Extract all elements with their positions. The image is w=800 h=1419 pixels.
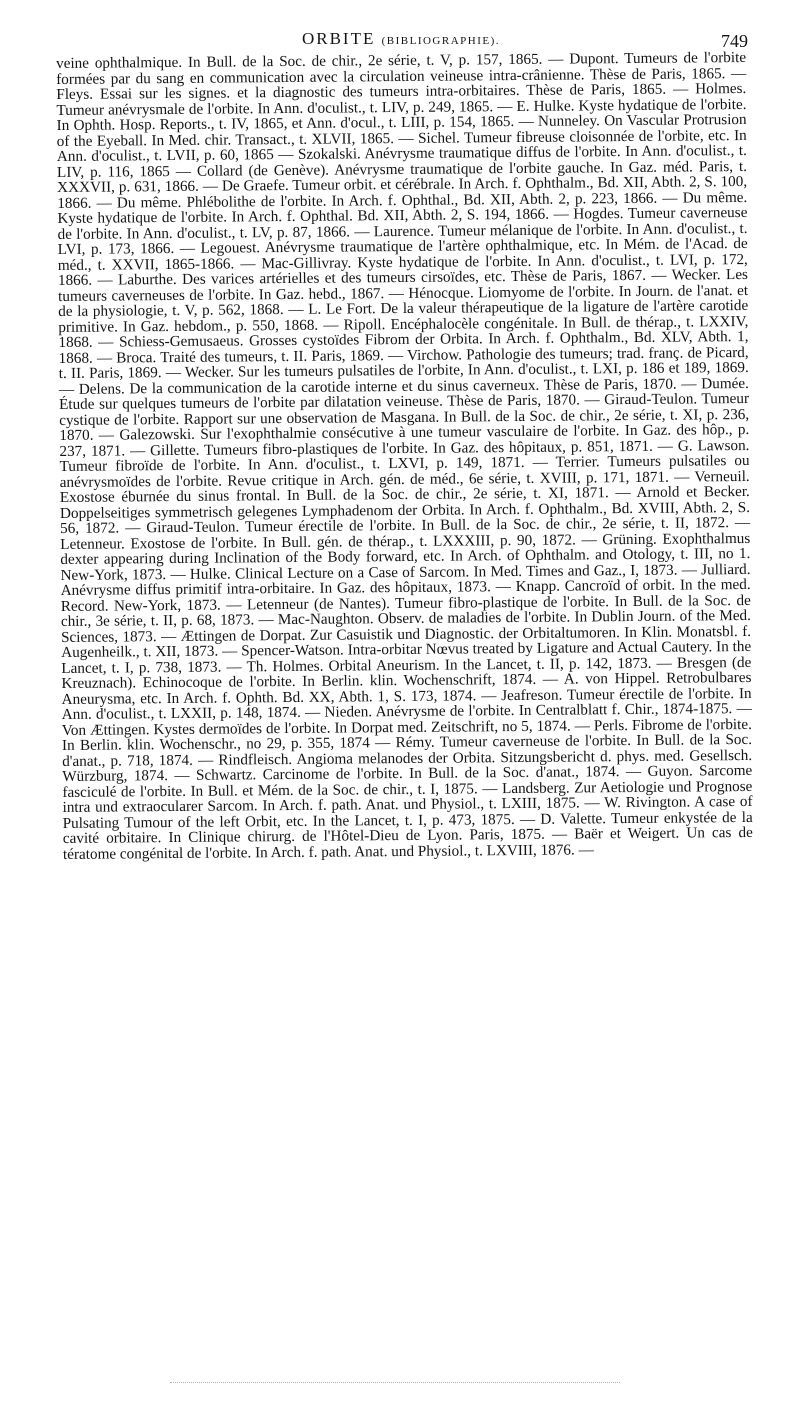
running-title (56, 28, 746, 52)
bottom-rule (170, 1382, 620, 1383)
bibliography-text: veine ophthalmique. In Bull. de la Soc. de chir., 2e série, t. V, p. 157, 1865. — Dupont. Tumeurs de l'orbite formées par du sang en communication avec la circulation veineuse intra-crânienne. Thèse de Paris, 1865. — Fleys. Essai sur les signes. et la diagnostic des tumeurs intra-orbitaires. Thèse de Paris, 1865. — Holmes. Tumeur anévrysmale de l'orbite. In Ann. d'oculist., t. LIV, p. 249, 1865. — E. Hulke. Kyste hydatique de l'orbite. In Ophth. Hosp. Reports., t. IV, 1865, et Ann. d'ocul., t. LIII, p. 154, 1865. — Nunneley. On Vascular Protrusion of the Eyeball. In Med. chir. Transact., t. XLVII, 1865. — Sichel. Tumeur fibreuse cloisonnée de l'orbite, etc. In Ann. d'oculist., t. LVII, p. 60, 1865 — Szokalski. Anévrysme traumatique diffus de l'orbite. In Ann. d'oculist., t. LIV, p. 116, 1865 — Collard (de Genève). Anévrysme traumatique de l'orbite gauche. In Gaz. méd. Paris, t. XXXVII, p. 631, 1866. — De Graefe. Tumeur orbit. et cérébrale. In Arch. f. Ophthalm., Bd. XII, Abth. 2, S. 100, 1866. — Du même. Phlébolithe de l'orbite. In Arch. f. Ophthal., Bd. XII, Abth. 2, p. 223, 1866. — Du même. Kyste hydatique de l'orbite. In Arch. f. Ophthal. Bd. XII, Abth. 2, S. 194, 1866. — Hogdes. Tumeur caverneuse de l'orbite. In Ann. d'oculist., t. LV, p. 87, 1866. — Laurence. Tumeur mélanique de l'orbite. In Ann. d'oculist., t. LVI, p. 173, 1866. — Legouest. Anévrysme traumatique de l'artère ophthalmique, etc. In Mém. de l'Acad. de méd., t. XXVII, 1865-1866. — Mac-Gillivray. Kyste hydatique de l'orbite. In Ann. d'oculist., t. LVI, p. 172, 1866. — Laburthe. Des varices artérielles et des tumeurs cirsoïdes, etc. Thèse de Paris, 1867. — Wecker. Les tumeurs caverneuses de l'orbite. In Gaz. hebd., 1867. — Hénocque. Liomyome de l'orbite. In Journ. de l'anat. et de la physiologie, t. V, p. 562, 1868. — L. Le Fort. De la valeur thérapeutique de la ligature de l'artère carotide primitive. In Gaz. hebdom., p. 550, 1868. — Ripoll. Encéphalocèle congénitale. In Bull. de thérap., t. LXXIV, 1868. — Schiess-Gemusaeus. Grosses cystoïdes Fibrom der Orbita. In Arch. f. Ophthalm., Bd. XLV, Abth. 1, 1868. — Broca. Traité des tumeurs, t. II. Paris, 1869. — Virchow. Pathologie des tumeurs; trad. franç. de Picard, t. II. Paris, 1869. — Wecker. Sur les tumeurs pulsatiles de l'orbite, In Ann. d'oculist., t. LXI, p. 186 et 189, 1869. — Delens. De la communication de la carotide interne et du sinus caverneux. Thèse de Paris, 1870. — Dumée. Étude sur quelques tumeurs de l'orbite par dilatation veineuse. Thèse de Paris, 1870. — Giraud-Teulon. Tumeur cystique de l'orbite. Rapport sur une observation de Masgana. In Bull. de la Soc. de chir., 2e série, t. XI, p. 236, 1870. — Galezowski. Sur l'exophthalmie consécutive à une tumeur vasculaire de l'orbite. In Gaz. des hôp., p. 237, 1871. — Gillette. Tumeurs fibro-plastiques de l'orbite. In Gaz. des hôpitaux, p. 851, 1871. — G. Lawson. Tumeur fibroïde de l'orbite. In Ann. d'oculist., t. LXVI, p. 149, 1871. — Terrier. Tumeurs pulsatiles ou anévrysmoïdes de l'orbite. Revue critique in Arch. gén. de méd., 6e série, t. XVIII, p. 171, 1871. — Verneuil. Exostose éburnée du sinus frontal. In Bull. de la Soc. de chir., 2e série, t. XI, 1871. — Arnold et Becker. Doppelseitiges symmetrisch gelegenes Lymphadenom der Orbita. In Arch. f. Ophthalm., Bd. XVIII, Abth. 2, S. 56, 1872. — Giraud-Teulon. Tumeur érectile de l'orbite. In Bull. de la Soc. de chir., 2e série, t. II, 1872. — Letenneur. Exostose de l'orbite. In Bull. gén. de thérap., t. LXXXIII, p. 90, 1872. — Grüning. Exophthalmus dexter appearing during Inclination of the Body forward, etc. In Arch. of Ophthalm. and Otology, t. III, no 1. New-York, 1873. — Hulke. Clinical Lecture on a Case of Sarcom. In Med. Times and Gaz., I, 1873. — Julliard. Anévrysme diffus primitif intra-orbitaire. In Gaz. des hôpitaux, 1873. — Knapp. Cancroïd of orbit. In the med. Record. New-York, 1873. — Letenneur (de Nantes). Tumeur fibro-plastique de l'orbite. In Bull. de la Soc. de chir., 3e série, t. II, p. 68, 1873. — Mac-Naughton. Observ. de maladies de l'orbite. In Dublin Journ. of the Med. Sciences, 1873. — Ættingen de Dorpat. Zur Casuistik und Diagnostic. der Orbitaltumoren. In Klin. Monatsbl. f. Augenheilk., t. XII, 1873. — Spencer-Watson. Intra-orbitar Nœvus treated by Ligature and Actual Cautery. In the Lancet, t. I, p. 738, 1873. — Th. Holmes. Orbital Aneurism. In the Lancet, t. II, p. 142, 1873. — Bresgen (de Kreuznach). Echinocoque de l'orbite. In Berlin. klin. Wochenschrift, 1874. — A. von Hippel. Retrobulbares Aneurysma, etc. In Arch. f. Ophth. Bd. XX, Abth. 1, S. 173, 1874. — Jeafreson. Tumeur érectile de l'orbite. In Ann. d'oculist., t. LXXII, p. 148, 1874. — Nieden. Anévrysme de l'orbite. In Centralblatt f. Chir., 1874-1875. — Von Ættingen. Kystes dermoïdes de l'orbite. In Dorpat med. Zeitschrift, no 5, 1874. — Perls. Fibrome de l'orbite. In Berlin. klin. Wochenschr., no 29, p. 355, 1874 — Rémy. Tumeur caverneuse de l'orbite. In Bull. de la Soc. d'anat., p. 718, 1874. — Rindfleisch. Angioma melanodes der Orbita. Sitzungsbericht d. phys. med. Gesellsch. Würzburg, 1874. — Schwartz. Carcinome de l'orbite. In Bull. de la Soc. d'anat., 1874. — Guyon. Sarcome fasciculé de l'orbite. In Bull. et Mém. de la Soc. de chir., t. I, 1875. — Landsberg. Zur Aetiologie und Prognose intra und extraocularer Sarcom. In Arch. f. path. Anat. und Physiol., t. LXIII, 1875. — W. Rivington. A case of Pulsating Tumour of the left Orbit, etc. In the Lancet, t. I, p. 473, 1875. — D. Valette. Tumeur enkystée de la cavité orbitaire. In Clinique chirurg. de l'Hôtel-Dieu de Lyon. Paris, 1875. — Baër et Weigert. Un cas de tératome congénital de l'orbite. In Arch. f. path. Anat. und Physiol., t. LXVIII, 1876. — (55, 48, 753, 863)
page-number: 749 (721, 31, 748, 51)
book-page (55, 28, 753, 863)
header-subtitle: (BIBLIOGRAPHIE). (381, 35, 501, 47)
header-title: ORBITE (301, 29, 376, 48)
